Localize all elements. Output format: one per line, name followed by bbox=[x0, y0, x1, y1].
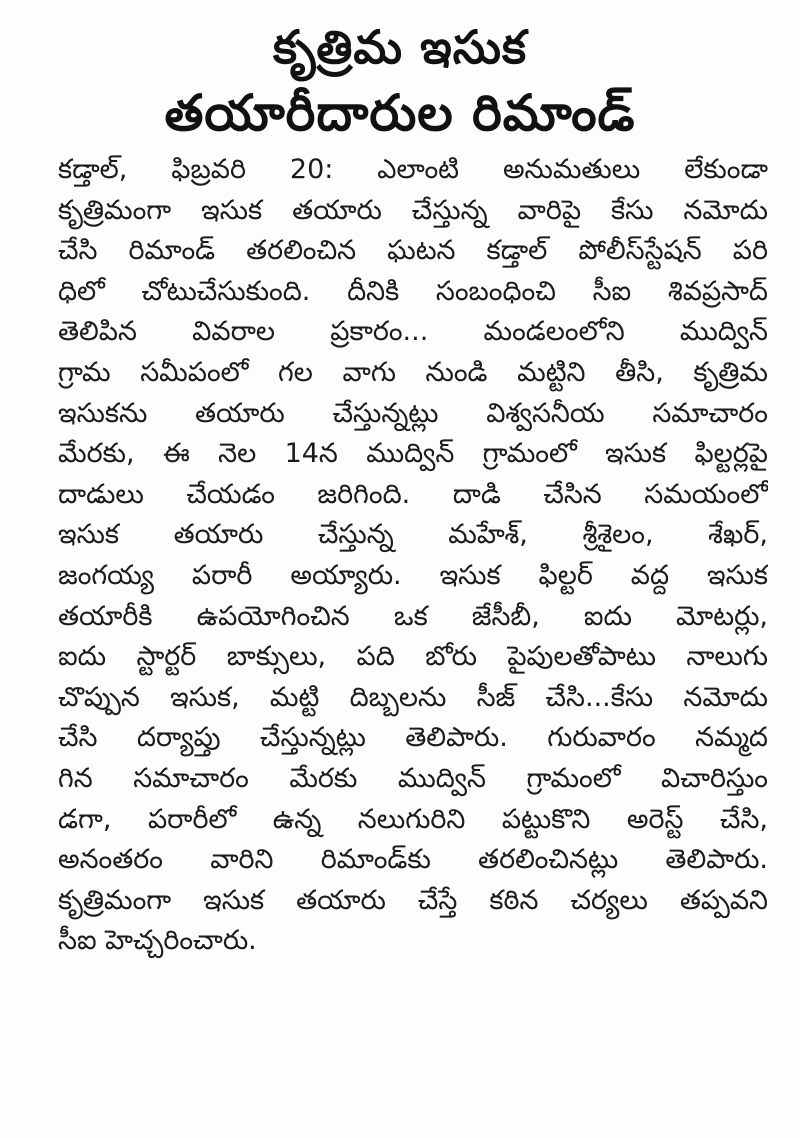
headline-line-1: కృత్రిమ ఇసుక bbox=[273, 20, 527, 74]
body-line: ఇసుకను తయారు చేస్తున్నట్లు విశ్వసనీయ సమాచారం bbox=[58, 397, 768, 429]
body-line: సీఐ హెచ్చరించారు. bbox=[58, 925, 257, 957]
body-line: చేసి రిమాండ్ తరలించిన ఘటన కడ్తాల్ పోలీస్‌స్టేషన్ పరి bbox=[58, 235, 768, 267]
article-headline bbox=[0, 0, 800, 146]
body-line: డగా, పరారీలో ఉన్న నలుగురిని పట్టుకొని అరెస్ట్ చేసి, bbox=[58, 803, 768, 835]
body-line: తయారీకి ఉపయోగించిన ఒక జేసీబీ, ఐదు మోటర్లు, bbox=[58, 600, 768, 632]
body-line: కృత్రిమంగా ఇసుక తయారు చేస్తే కఠిన చర్యలు తప్పవని bbox=[58, 884, 768, 916]
body-line: గ్రామ సమీపంలో గల వాగు నుండి మట్టిని తీసి, కృత్రిమ bbox=[58, 356, 768, 388]
body-line: చొప్పున ఇసుక, మట్టి దిబ్బలను సీజ్ చేసి...కేసు నమోదు bbox=[58, 681, 768, 713]
body-line: అనంతరం వారిని రిమాండ్‌కు తరలించినట్లు తెలిపారు. bbox=[58, 844, 768, 876]
body-line: తెలిపిన వివరాల ప్రకారం... మండలంలోని ముద్విన్ bbox=[58, 316, 768, 348]
body-line: కడ్తాల్, ఫిబ్రవరి 20: ఎలాంటి అనుమతులు లేకుండా bbox=[58, 154, 768, 185]
body-line: మేరకు, ఈ నెల 14న ముద్విన్ గ్రామంలో ఇసుక ఫిల్టర్లపై bbox=[58, 438, 768, 470]
body-line: జంగయ్య పరారీ అయ్యారు. ఇసుక ఫిల్టర్ వద్ద ఇసుక bbox=[58, 559, 768, 591]
body-line: కృత్రిమంగా ఇసుక తయారు చేస్తున్న వారిపై కేసు నమోదు bbox=[58, 194, 768, 226]
body-line: ధిలో చోటుచేసుకుంది. దీనికి సంబంధించి సీఐ శివప్రసాద్ bbox=[58, 275, 768, 307]
headline-line-2: తయారీదారుల రిమాండ్ bbox=[164, 84, 636, 142]
body-line: గిన సమాచారం మేరకు ముద్విన్ గ్రామంలో విచారిస్తుం bbox=[58, 762, 768, 794]
body-line: ఐదు స్టార్టర్ బాక్సులు, పది బోరు పైపులతోపాటు నాలుగు bbox=[58, 641, 768, 673]
article-body bbox=[58, 150, 768, 962]
body-line: ఇసుక తయారు చేస్తున్న మహేశ్, శ్రీశైలం, శేఖర్, bbox=[58, 519, 768, 551]
body-line: చేసి దర్యాప్తు చేస్తున్నట్లు తెలిపారు. గురువారం నమ్మద bbox=[58, 722, 768, 754]
body-line: దాడులు చేయడం జరిగింది. దాడి చేసిన సమయంలో bbox=[58, 478, 768, 510]
